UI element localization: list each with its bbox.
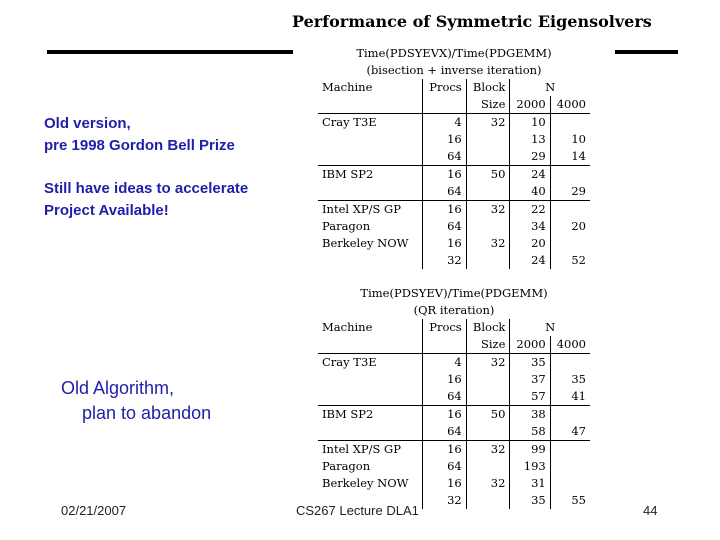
- cell-n-4000: 29: [550, 183, 590, 201]
- performance-table: [318, 319, 590, 509]
- cell-n-2000: 99: [510, 441, 550, 459]
- header-row: [318, 319, 590, 336]
- header-blank: [318, 96, 423, 114]
- header-procs: Procs: [423, 319, 467, 336]
- header-blank: [318, 336, 423, 354]
- cell-block: 32: [466, 235, 510, 252]
- table-row: [318, 458, 590, 475]
- caption-line2: (bisection + inverse iteration): [366, 63, 542, 77]
- cell-n-4000: 41: [550, 388, 590, 406]
- cell-block: 32: [466, 114, 510, 132]
- header-machine: Machine: [322, 80, 373, 94]
- table-row: [318, 166, 590, 184]
- cell-procs: 16: [423, 131, 467, 148]
- cell-block: [466, 148, 510, 166]
- caption-line2: (QR iteration): [413, 303, 495, 317]
- cell-n-4000: 10: [550, 131, 590, 148]
- cell-n-4000: 55: [550, 492, 590, 509]
- header-blank: [423, 96, 467, 114]
- cell-procs: 16: [423, 406, 467, 424]
- cell-n-4000: 52: [550, 252, 590, 269]
- cell-procs: 64: [423, 183, 467, 201]
- cell-n-4000: [550, 458, 590, 475]
- cell-n-2000: 35: [510, 354, 550, 372]
- note-ideas-line2: Project Available!: [44, 202, 169, 219]
- cell-n-4000: 14: [550, 148, 590, 166]
- cell-block: [466, 252, 510, 269]
- cell-block: 32: [466, 475, 510, 492]
- table-row: [318, 148, 590, 166]
- caption-line1: Time(PDSYEV)/Time(PDGEMM): [360, 286, 548, 300]
- note-old-algorithm-line1: Old Algorithm,: [61, 378, 175, 398]
- cell-block: 32: [466, 201, 510, 219]
- header-block-size: Size: [466, 96, 510, 114]
- performance-table: [318, 79, 590, 269]
- header-row-2: [318, 336, 590, 354]
- table-row: [318, 423, 590, 441]
- pdsyevx-table-image: [318, 45, 590, 269]
- table-row: [318, 235, 590, 252]
- header-n-2000: 2000: [510, 336, 550, 354]
- cell-n-4000: [550, 475, 590, 492]
- cell-block: [466, 131, 510, 148]
- cell-n-4000: [550, 406, 590, 424]
- cell-n-2000: 34: [510, 218, 550, 235]
- table-row: [318, 218, 590, 235]
- table-row: [318, 354, 590, 372]
- table-row: [318, 475, 590, 492]
- cell-machine: Intel XP/S GP: [318, 441, 423, 459]
- note-ideas: [44, 178, 248, 222]
- header-n: N: [510, 79, 590, 96]
- cell-procs: 16: [423, 166, 467, 184]
- table-body: [318, 354, 590, 510]
- cell-block: 50: [466, 406, 510, 424]
- cell-n-2000: 37: [510, 371, 550, 388]
- cell-n-2000: 40: [510, 183, 550, 201]
- cell-procs: 64: [423, 218, 467, 235]
- header-n-4000: 4000: [550, 96, 590, 114]
- cell-n-2000: 13: [510, 131, 550, 148]
- cell-machine: IBM SP2: [318, 166, 423, 184]
- cell-n-4000: 47: [550, 423, 590, 441]
- cell-block: [466, 423, 510, 441]
- table-caption: [318, 285, 590, 319]
- header-blank: [423, 336, 467, 354]
- cell-n-4000: [550, 166, 590, 184]
- note-old-algorithm: [61, 376, 211, 426]
- pdsyev-table-image: [318, 285, 590, 509]
- title-rule-left: [47, 50, 293, 54]
- cell-machine: [318, 252, 423, 269]
- caption-line1: Time(PDSYEVX)/Time(PDGEMM): [356, 46, 552, 60]
- cell-machine: Paragon: [322, 219, 371, 233]
- cell-machine: Cray T3E: [322, 115, 377, 129]
- cell-machine: [318, 388, 423, 406]
- slide-title: Performance of Symmetric Eigensolvers: [292, 12, 652, 31]
- header-block: Block: [466, 319, 510, 336]
- cell-machine: IBM SP2: [318, 406, 423, 424]
- cell-machine: Berkeley NOW: [322, 476, 409, 490]
- cell-n-2000: 24: [510, 252, 550, 269]
- cell-procs: 64: [423, 423, 467, 441]
- cell-procs: 16: [423, 441, 467, 459]
- header-row-2: [318, 96, 590, 114]
- cell-n-4000: [550, 114, 590, 132]
- header-n-4000: 4000: [550, 336, 590, 354]
- table-row: [318, 371, 590, 388]
- cell-procs: 16: [423, 201, 467, 219]
- cell-procs: 32: [423, 492, 467, 509]
- table-row: [318, 183, 590, 201]
- cell-n-4000: [550, 235, 590, 252]
- cell-machine: Berkeley NOW: [322, 236, 409, 250]
- cell-n-2000: 10: [510, 114, 550, 132]
- note-ideas-line1: Still have ideas to accelerate: [44, 180, 249, 197]
- cell-n-4000: 20: [550, 218, 590, 235]
- cell-machine: [318, 423, 423, 441]
- note-old-version-line2: pre 1998 Gordon Bell Prize: [44, 137, 235, 154]
- cell-block: [466, 218, 510, 235]
- header-machine: Machine: [322, 320, 373, 334]
- cell-n-2000: 31: [510, 475, 550, 492]
- cell-procs: 64: [423, 148, 467, 166]
- footer-date: 02/21/2007: [61, 503, 127, 518]
- cell-n-4000: 35: [550, 371, 590, 388]
- header-n: N: [510, 319, 590, 336]
- header-block-size: Size: [466, 336, 510, 354]
- title-rule-right: [615, 50, 678, 54]
- cell-n-4000: [550, 441, 590, 459]
- header-n-2000: 2000: [510, 96, 550, 114]
- table-row: [318, 131, 590, 148]
- table-body: [318, 114, 590, 270]
- cell-procs: 16: [423, 475, 467, 492]
- table-row: [318, 441, 590, 459]
- header-row: [318, 79, 590, 96]
- cell-procs: 4: [423, 354, 467, 372]
- cell-block: [466, 492, 510, 509]
- cell-machine: Paragon: [322, 459, 371, 473]
- note-old-version: [44, 113, 235, 157]
- header-procs: Procs: [423, 79, 467, 96]
- cell-machine: Intel XP/S GP: [318, 201, 423, 219]
- cell-n-2000: 29: [510, 148, 550, 166]
- cell-machine: [318, 183, 423, 201]
- note-old-version-line1: Old version,: [44, 115, 131, 132]
- cell-n-2000: 193: [510, 458, 550, 475]
- cell-block: [466, 388, 510, 406]
- cell-block: [466, 183, 510, 201]
- cell-n-2000: 58: [510, 423, 550, 441]
- table-row: [318, 252, 590, 269]
- cell-machine: Cray T3E: [322, 355, 377, 369]
- cell-n-4000: [550, 201, 590, 219]
- cell-procs: 64: [423, 388, 467, 406]
- table-caption: [318, 45, 590, 79]
- table-row: [318, 114, 590, 132]
- note-old-algorithm-line2: plan to abandon: [82, 403, 212, 423]
- cell-procs: 32: [423, 252, 467, 269]
- cell-machine: [318, 371, 423, 388]
- cell-procs: 16: [423, 371, 467, 388]
- table-row: [318, 201, 590, 219]
- cell-procs: 16: [423, 235, 467, 252]
- cell-block: 32: [466, 354, 510, 372]
- cell-machine: [318, 148, 423, 166]
- cell-procs: 4: [423, 114, 467, 132]
- cell-block: [466, 371, 510, 388]
- cell-n-2000: 38: [510, 406, 550, 424]
- cell-n-2000: 20: [510, 235, 550, 252]
- table-row: [318, 406, 590, 424]
- cell-block: 32: [466, 441, 510, 459]
- cell-n-2000: 35: [510, 492, 550, 509]
- cell-n-2000: 24: [510, 166, 550, 184]
- cell-n-2000: 57: [510, 388, 550, 406]
- cell-block: [466, 458, 510, 475]
- footer-course: CS267 Lecture DLA1: [296, 503, 419, 518]
- cell-n-4000: [550, 354, 590, 372]
- cell-machine: [318, 131, 423, 148]
- table-row: [318, 388, 590, 406]
- cell-procs: 64: [423, 458, 467, 475]
- cell-n-2000: 22: [510, 201, 550, 219]
- header-block: Block: [466, 79, 510, 96]
- cell-block: 50: [466, 166, 510, 184]
- footer-page-number: 44: [643, 503, 658, 518]
